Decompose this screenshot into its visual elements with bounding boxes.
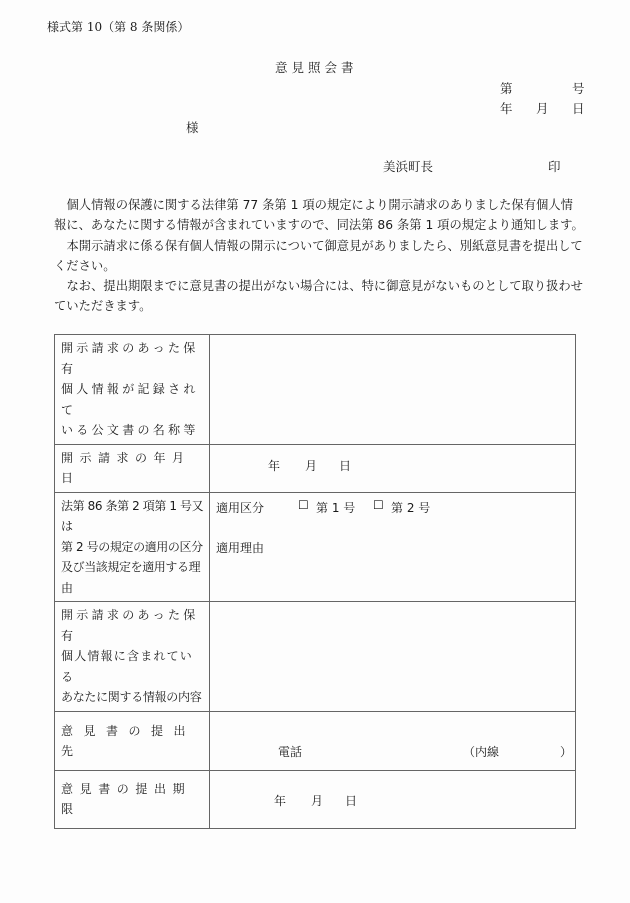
label-line: 個人情報に含まれている bbox=[61, 649, 194, 684]
sender-name: 美浜町長 bbox=[383, 159, 434, 174]
date-day: 日 bbox=[572, 101, 585, 116]
document-name-field[interactable] bbox=[210, 335, 576, 445]
day-label: 日 bbox=[339, 458, 352, 473]
extension-open: （内線 bbox=[463, 744, 500, 759]
table-row-document-name bbox=[55, 335, 576, 445]
info-content-field[interactable] bbox=[210, 602, 576, 712]
table-row-submission-deadline bbox=[55, 770, 576, 828]
month-label: 月 bbox=[305, 458, 318, 473]
applicable-provision-field bbox=[210, 492, 576, 602]
submission-destination-field[interactable] bbox=[210, 711, 576, 770]
seal-mark: 印 bbox=[548, 159, 561, 174]
row-label bbox=[55, 602, 210, 712]
label-line: あなたに関する情報の内容 bbox=[61, 690, 202, 704]
body-paragraph: 本開示請求に係る保有個人情報の開示について御意見がありましたら、別紙意見書を提出してください。 bbox=[54, 238, 583, 273]
label-line: 法第 86 条第 2 項第 1 号又は bbox=[61, 498, 204, 533]
form-number: 様式第 10（第 8 条関係） bbox=[47, 20, 190, 34]
month-label: 月 bbox=[311, 793, 324, 808]
row-label: 開示請求の年月日 bbox=[55, 444, 210, 492]
row-label bbox=[55, 335, 210, 445]
table-row-submission-destination bbox=[55, 711, 576, 770]
row-label: 意見書の提出先 bbox=[55, 711, 210, 770]
option-1-checkbox[interactable]: ☐ bbox=[298, 497, 309, 512]
doc-number-suffix: 号 bbox=[572, 81, 585, 96]
label-line: 個人情報が記録されて bbox=[61, 382, 199, 417]
option-2-checkbox[interactable]: ☐ bbox=[373, 497, 384, 512]
table-row-request-date bbox=[55, 444, 576, 492]
addressee-suffix: 様 bbox=[186, 120, 199, 135]
label-line: 及び当該規定を適用する理 bbox=[61, 560, 201, 574]
doc-number-prefix: 第 bbox=[500, 81, 513, 96]
day-label: 日 bbox=[345, 793, 358, 808]
table-row-applicable-provision bbox=[55, 492, 576, 602]
table-row-info-content bbox=[55, 602, 576, 712]
category-label: 適用区分 bbox=[216, 500, 265, 515]
option-1-label: 第 1 号 bbox=[316, 500, 356, 515]
option-2-label: 第 2 号 bbox=[391, 500, 431, 515]
label-line: 開示請求のあった保有 bbox=[61, 608, 199, 643]
extension-close: ） bbox=[560, 744, 573, 759]
document-title: 意見照会書 bbox=[275, 60, 358, 75]
date-year: 年 bbox=[500, 101, 513, 116]
reason-label: 適用理由 bbox=[216, 540, 265, 555]
year-label: 年 bbox=[274, 793, 287, 808]
phone-label: 電話 bbox=[278, 744, 303, 759]
label-line: 開示請求のあった保有 bbox=[61, 341, 199, 376]
body-paragraph: なお、提出期限までに意見書の提出がない場合には、特に御意見がないものとして取り扱わせていただきます。 bbox=[54, 279, 583, 314]
body-paragraph: 個人情報の保護に関する法律第 77 条第 1 項の規定により開示請求のありました保有個人情報に、あなたに関する情報が含まれていますので、同法第 86 条第 1 項の規定より通知します。 bbox=[54, 198, 584, 233]
submission-deadline-field[interactable] bbox=[210, 770, 576, 828]
request-date-field[interactable] bbox=[210, 444, 576, 492]
date-month: 月 bbox=[536, 101, 549, 116]
row-label bbox=[55, 492, 210, 602]
label-line: いる公文書の名称等 bbox=[61, 423, 199, 437]
year-label: 年 bbox=[268, 458, 281, 473]
row-label: 意見書の提出期限 bbox=[55, 770, 210, 828]
inquiry-form-table bbox=[54, 334, 576, 829]
label-line: 由 bbox=[61, 580, 73, 595]
body-text bbox=[54, 195, 584, 317]
label-line: 第 2 号の規定の適用の区分 bbox=[61, 539, 203, 554]
